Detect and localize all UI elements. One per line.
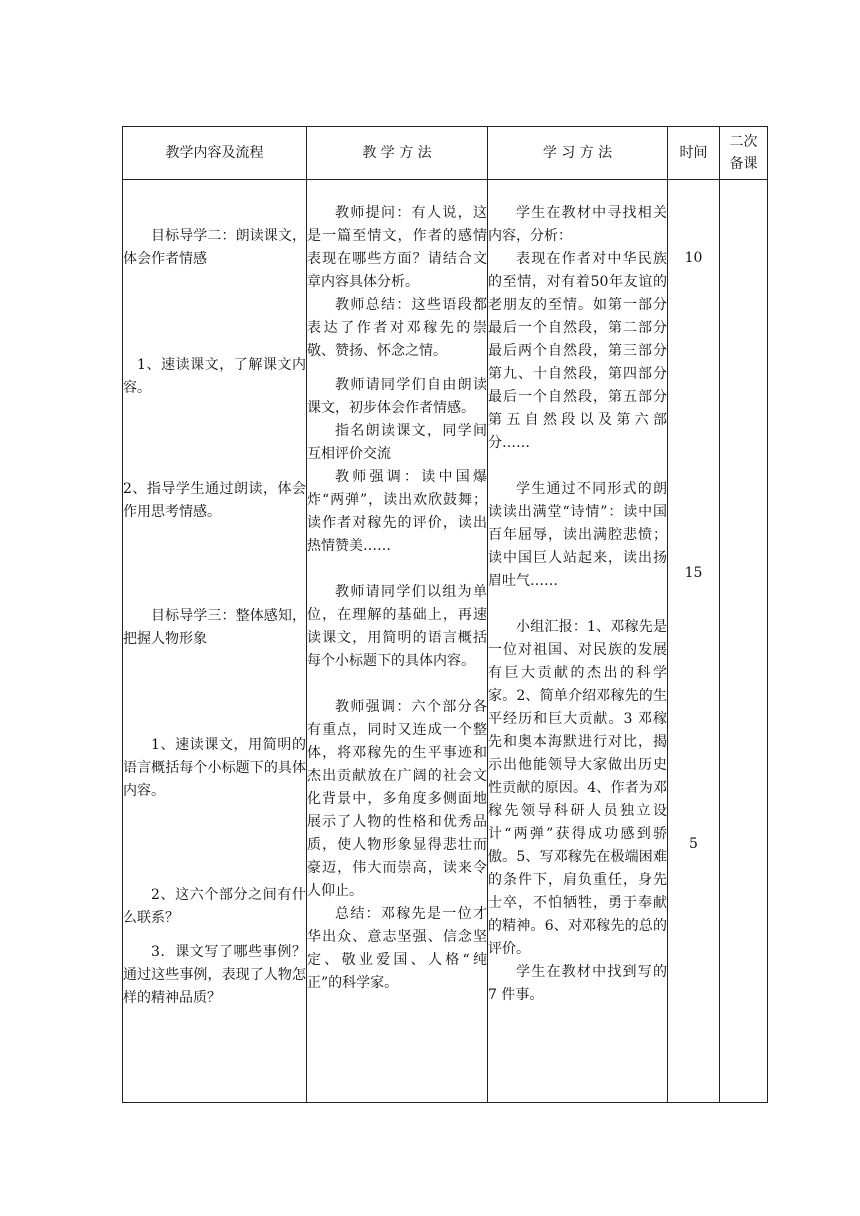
time-value-2: 15 xyxy=(684,565,703,581)
step-speed-read: 1、速读课文，了解课文内容。 xyxy=(123,357,306,396)
step-summarize: 1、速读课文，用简明的语言概括每个小标题下的具体内容。 xyxy=(123,737,306,799)
question-examples: 3．课文写了哪些事例？通过这些事例，表现了人物怎样的精神品质？ xyxy=(123,944,306,1006)
lesson-plan-table xyxy=(122,126,768,1103)
header-content-flow: 教学内容及流程 xyxy=(123,127,307,180)
named-reading: 指名朗读课文，同学间互相评价交流 xyxy=(307,423,487,462)
teacher-group-task: 教师请同学们以组为单位，在理解的基础上，再速读课文，用简明的语言概括每个小标题下的具体内容。 xyxy=(307,584,487,669)
goal-three-text: 目标导学三：整体感知，把握人物形象 xyxy=(123,608,306,647)
teacher-question: 教师提问：有人说，这是一篇至情文，作者的感情表现在哪些方面？请结合文章内容具体分析。 xyxy=(307,205,487,290)
step-guide-reading: 2、指导学生通过朗读，体会作用思考情感。 xyxy=(123,481,306,520)
table-header-row xyxy=(123,127,768,180)
learning-method-cell xyxy=(488,180,668,1103)
student-reading-forms: 学生通过不同形式的朗读读出满堂“诗情”：读中国百年屈辱，读出满腔悲愤；读中国巨人站起来，读出扬眉吐气…… xyxy=(488,481,667,589)
header-time: 时间 xyxy=(668,127,720,180)
goal-two-text: 目标导学二：朗读课文，体会作者情感 xyxy=(123,228,306,267)
teacher-emphasis-parts: 教师强调：六个部分各有重点，同时又连成一个整体，将邓稼先的生平事迹和杰出贡献放在广阔的社会文化背景中，多角度多侧面地展示了人物的性格和优秀品质，使人物形象显得悲壮而豪迈，伟大而崇高，读来令人仰止。 xyxy=(307,699,487,899)
teacher-conclusion: 总结：邓稼先是一位才华出众、意志坚强、信念坚定、敬业爱国、人格“纯正”的科学家。 xyxy=(307,906,487,991)
group-report: 小组汇报：1、邓稼先是一位对祖国、对民族的发展有巨大贡献的杰出的科学家。2、简单介绍邓稼先的生平经历和巨大贡献。3 邓稼先和奥本海默进行对比，揭示出他能领导大家做出历史性贡献的原因。4、作者为邓稼先领导科研人员独立设计“两弹”获得成功感到骄傲。5、写邓稼先在极端困难的条件下，肩负重任，身先士卒，不怕牺牲，勇于奉献的精神。6、对邓稼先的总的评价。 xyxy=(488,619,667,957)
teacher-summary: 教师总结：这些语段都表达了作者对邓稼先的崇敬、赞扬、怀念之情。 xyxy=(307,297,487,359)
header-second-prep xyxy=(720,127,768,180)
student-find-events: 学生在教材中找到写的 7 件事。 xyxy=(488,964,667,1003)
time-value-1: 10 xyxy=(684,250,703,266)
teacher-emphasis-reading: 教师强调：读中国爆炸“两弹”，读出欢欣鼓舞；读作者对稼先的评价，读出热情赞美…… xyxy=(307,469,487,554)
teaching-method-cell xyxy=(307,180,488,1103)
table-body-row xyxy=(123,180,768,1103)
content-flow-cell xyxy=(123,180,307,1103)
student-analysis: 表现在作者对中华民族的至情，对有着50年友谊的老朋友的至情。如第一部分最后一个自然段，第二部分最后两个自然段，第三部分第九、十自然段，第四部分最后一个自然段，第五部分第五自然段以及第六部分…… xyxy=(488,251,667,451)
time-cell xyxy=(668,180,720,1103)
time-value-3: 5 xyxy=(689,836,698,852)
header-teaching-method: 教 学 方 法 xyxy=(307,127,488,180)
header-second-prep-line1: 二次 xyxy=(729,134,758,150)
header-learning-method: 学 习 方 法 xyxy=(488,127,668,180)
second-prep-cell[interactable] xyxy=(720,180,768,1103)
question-relation: 2、这六个部分之间有什么联系？ xyxy=(123,887,306,926)
student-search: 学生在教材中寻找相关内容，分析： xyxy=(488,205,667,244)
header-second-prep-line2: 备课 xyxy=(729,156,758,172)
teacher-free-read: 教师请同学们自由朗读课文，初步体会作者情感。 xyxy=(307,377,487,416)
